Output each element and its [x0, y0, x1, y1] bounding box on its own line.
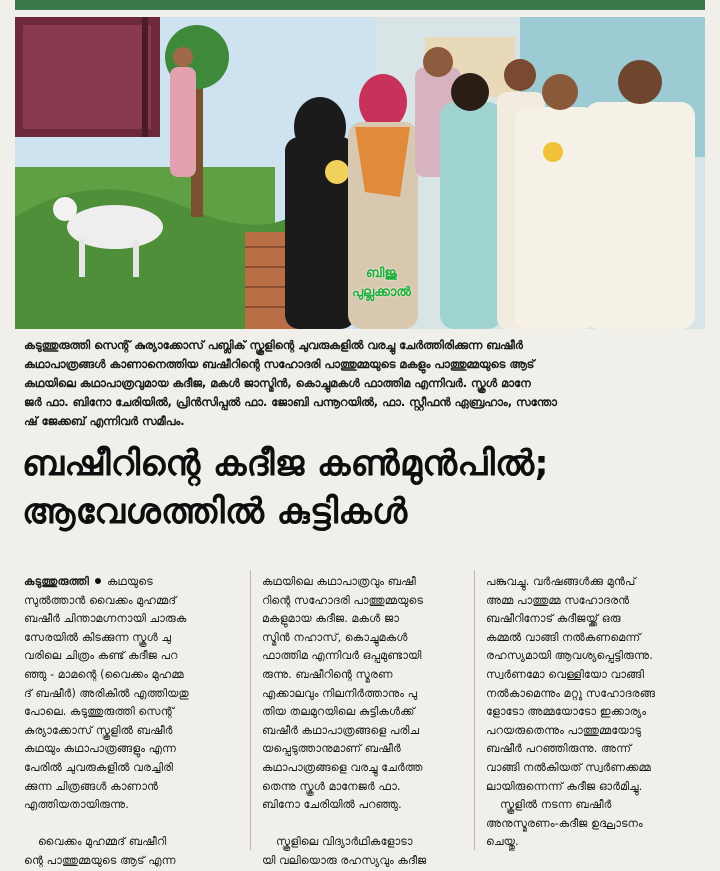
caption-line: ഷ് ജേക്കബ് എന്നിവർ സമീപം. [24, 414, 185, 428]
lead-word: കഥയുടെ [106, 575, 153, 588]
headline-line-2: ആവേശത്തിൽ കുട്ടികൾ [22, 492, 408, 532]
article-line: സ്മിൻ നഹാസ്, കൊച്ചുമകൾ [262, 630, 408, 644]
article-line: കുര്യാക്കോസ് സ്കൂളിൽ ബഷീർ [24, 723, 173, 737]
article-line: ബഷീർ ചിന്താമഗ്നനായി ചാരുക [24, 612, 187, 626]
caption-line: ജർ ഫാ. ബിനോ ചേരിയിൽ, പ്രിൻസിപ്പൽ ഫാ. ജോബി പന്നൂറയിൽ, ഫാ. സ്റ്റീഫൻ ഏബ്രഹാം, സന്തോ [24, 395, 557, 409]
bullet-icon [95, 578, 101, 584]
article-line: തെന്നു സ്കൂൾ മാനേജർ ഫാ. [262, 779, 401, 793]
article-line: വരിലെ ചിത്രം കണ്ട് കദീജ പറ [24, 649, 178, 663]
article-line: യി വലിയൊരു രഹസ്യവും കദീജ [262, 853, 427, 867]
article-line: ന്റെ പാത്തുമ്മയുടെ ആട് എന്ന [24, 853, 176, 867]
credit-line-2: പുല്ലക്കാൽ [352, 285, 411, 300]
article-line: യപ്പെടുത്താനുമാണ് ബഷീർ [262, 742, 401, 756]
article-line: ദ് ബഷീർ) അരികിൽ എത്തിയതു [24, 686, 189, 700]
photo-caption [24, 336, 700, 431]
article-line: പേരിൽ ചുവരുകളിൽ വരച്ചിരി [24, 760, 173, 774]
article-line: ഫാത്തിമ എന്നിവർ ഒപ്പമുണ്ടായി [262, 649, 422, 663]
article-line [262, 815, 480, 834]
caption-line: കടുത്തുരുത്തി സെന്റ് കുര്യാക്കോസ് പബ്ലിക് സ്കൂളിന്റെ ചുവരുകളിൽ വരച്ചു ചേർത്തിരിക്കുന്ന ബഷീർ [24, 338, 523, 352]
article-line: വൈക്കം മുഹമ്മദ് ബഷീറി [38, 835, 167, 849]
article-line: എത്തിയതായിരുന്നു. [24, 798, 129, 812]
article-column-2 [262, 573, 480, 871]
article-column-3 [486, 573, 704, 852]
article-line: കമ്മൽ വാങ്ങി നൽകണമെന്ന് [486, 630, 641, 644]
article-line: ബഷീർ കഥാപാത്രങ്ങളെ പരിച [262, 723, 420, 737]
article-line: ക്കുന്ന ചിത്രങ്ങൾ കാണാൻ [24, 779, 159, 793]
top-color-bar [15, 0, 705, 10]
article-column-1 [24, 573, 242, 871]
article-line [24, 815, 242, 834]
article-line: ഞ്ഞു - മാമന്റെ (വൈക്കം മുഹമ്മ [24, 667, 184, 681]
article-line: വാങ്ങി നൽകിയത് സ്വർണക്കമ്മ [486, 760, 651, 774]
article-line: മകളുമായ കദീജ. മകൾ ജാ [262, 612, 400, 626]
article-line: സ്കൂളിൽ നടന്ന ബഷീർ [500, 798, 612, 812]
headline [22, 440, 712, 536]
caption-line: കഥാപാത്രങ്ങൾ കാണാനെത്തിയ ബഷീറിന്റെ സഹോദരി പാത്തുമ്മയുടെ മകളും പാത്തുമ്മയുടെ ആട് [24, 357, 535, 371]
article-line: ളോടോ അമ്മയോടോ ഇക്കാര്യം [486, 705, 647, 719]
article-line: സുൽത്താൻ വൈക്കം മുഹമ്മദ് [24, 593, 177, 607]
article-line: അമ്മ പാത്തുമ്മ സഹോദരൻ [486, 593, 630, 607]
article-line: ലായിരുന്നെന്ന് കദീജ ഓർമിച്ചു. [486, 779, 643, 793]
column-divider [250, 570, 251, 850]
article-line: അനുസ്മരണം-കദീജ ഉദ്ഘാടനം [486, 816, 643, 830]
article-line: നൽകാമെന്നും മറ്റു സഹോദരങ്ങ [486, 686, 656, 700]
headline-line-1: ബഷീറിന്റെ കദീജ കൺമുൻപിൽ; [22, 444, 549, 484]
article-line: റിന്റെ സഹോദരി പാത്തുമ്മയുടെ [262, 593, 424, 607]
article-line: കഥയിലെ കഥാപാത്രവും ബഷീ [262, 575, 416, 588]
caption-line: കഥയിലെ കഥാപാത്രവുമായ കദീജ, മകൾ ജാസ്മിൻ, കൊച്ചുമകൾ ഫാത്തിമ എന്നിവർ. സ്കൂൾ മാനേ [24, 376, 531, 390]
article-line: തിയ തലമുറയിലെ കുട്ടികൾക്ക് [262, 705, 415, 719]
article-lead [24, 573, 242, 592]
article-line: സേരയിൽ കിടക്കുന്ന സ്കൂൾ ചു [24, 630, 172, 644]
article-line: കഥാപാത്രങ്ങളെ വരച്ചു ചേർത്ത [262, 760, 423, 774]
article-line: എക്കാലവും നിലനിർത്താനും പു [262, 686, 418, 700]
article-line: സ്വർണമോ വെള്ളിയോ വാങ്ങി [486, 667, 645, 681]
article-line: ബഷീർ പറഞ്ഞിരുന്നു. അന്ന് [486, 742, 632, 756]
credit-line-1: ബിജു [365, 266, 397, 281]
dateline: കടുത്തുരുത്തി [24, 575, 89, 588]
article-line: രുന്നു. ബഷീറിന്റെ സ്മരണ [262, 667, 393, 681]
photo-credit [352, 264, 411, 302]
article-line: ചെയ്തു. [486, 835, 519, 849]
article-line: കഥയും കഥാപാത്രങ്ങളും എന്ന [24, 742, 177, 756]
article-line: സ്കൂളിലെ വിദ്യാർഥികളോടാ [276, 835, 413, 849]
article-line: പോലെ. കടുത്തുരുത്തി സെന്റ് [24, 705, 174, 719]
article-line: പങ്കുവച്ചു. വർഷങ്ങൾക്കു മുൻപ് [486, 575, 636, 588]
article-line: ബഷീറിനോട് കദീജയ്ക്ക് ഒരു [486, 612, 621, 626]
article-line: പറയരുതെന്നും പാത്തുമ്മയോടു [486, 723, 642, 737]
article-line: രഹസ്യമായി ആവശ്യപ്പെട്ടിരുന്നു. [486, 649, 653, 663]
article-line: ബിനോ ചേരിയിൽ പറഞ്ഞു. [262, 798, 402, 812]
